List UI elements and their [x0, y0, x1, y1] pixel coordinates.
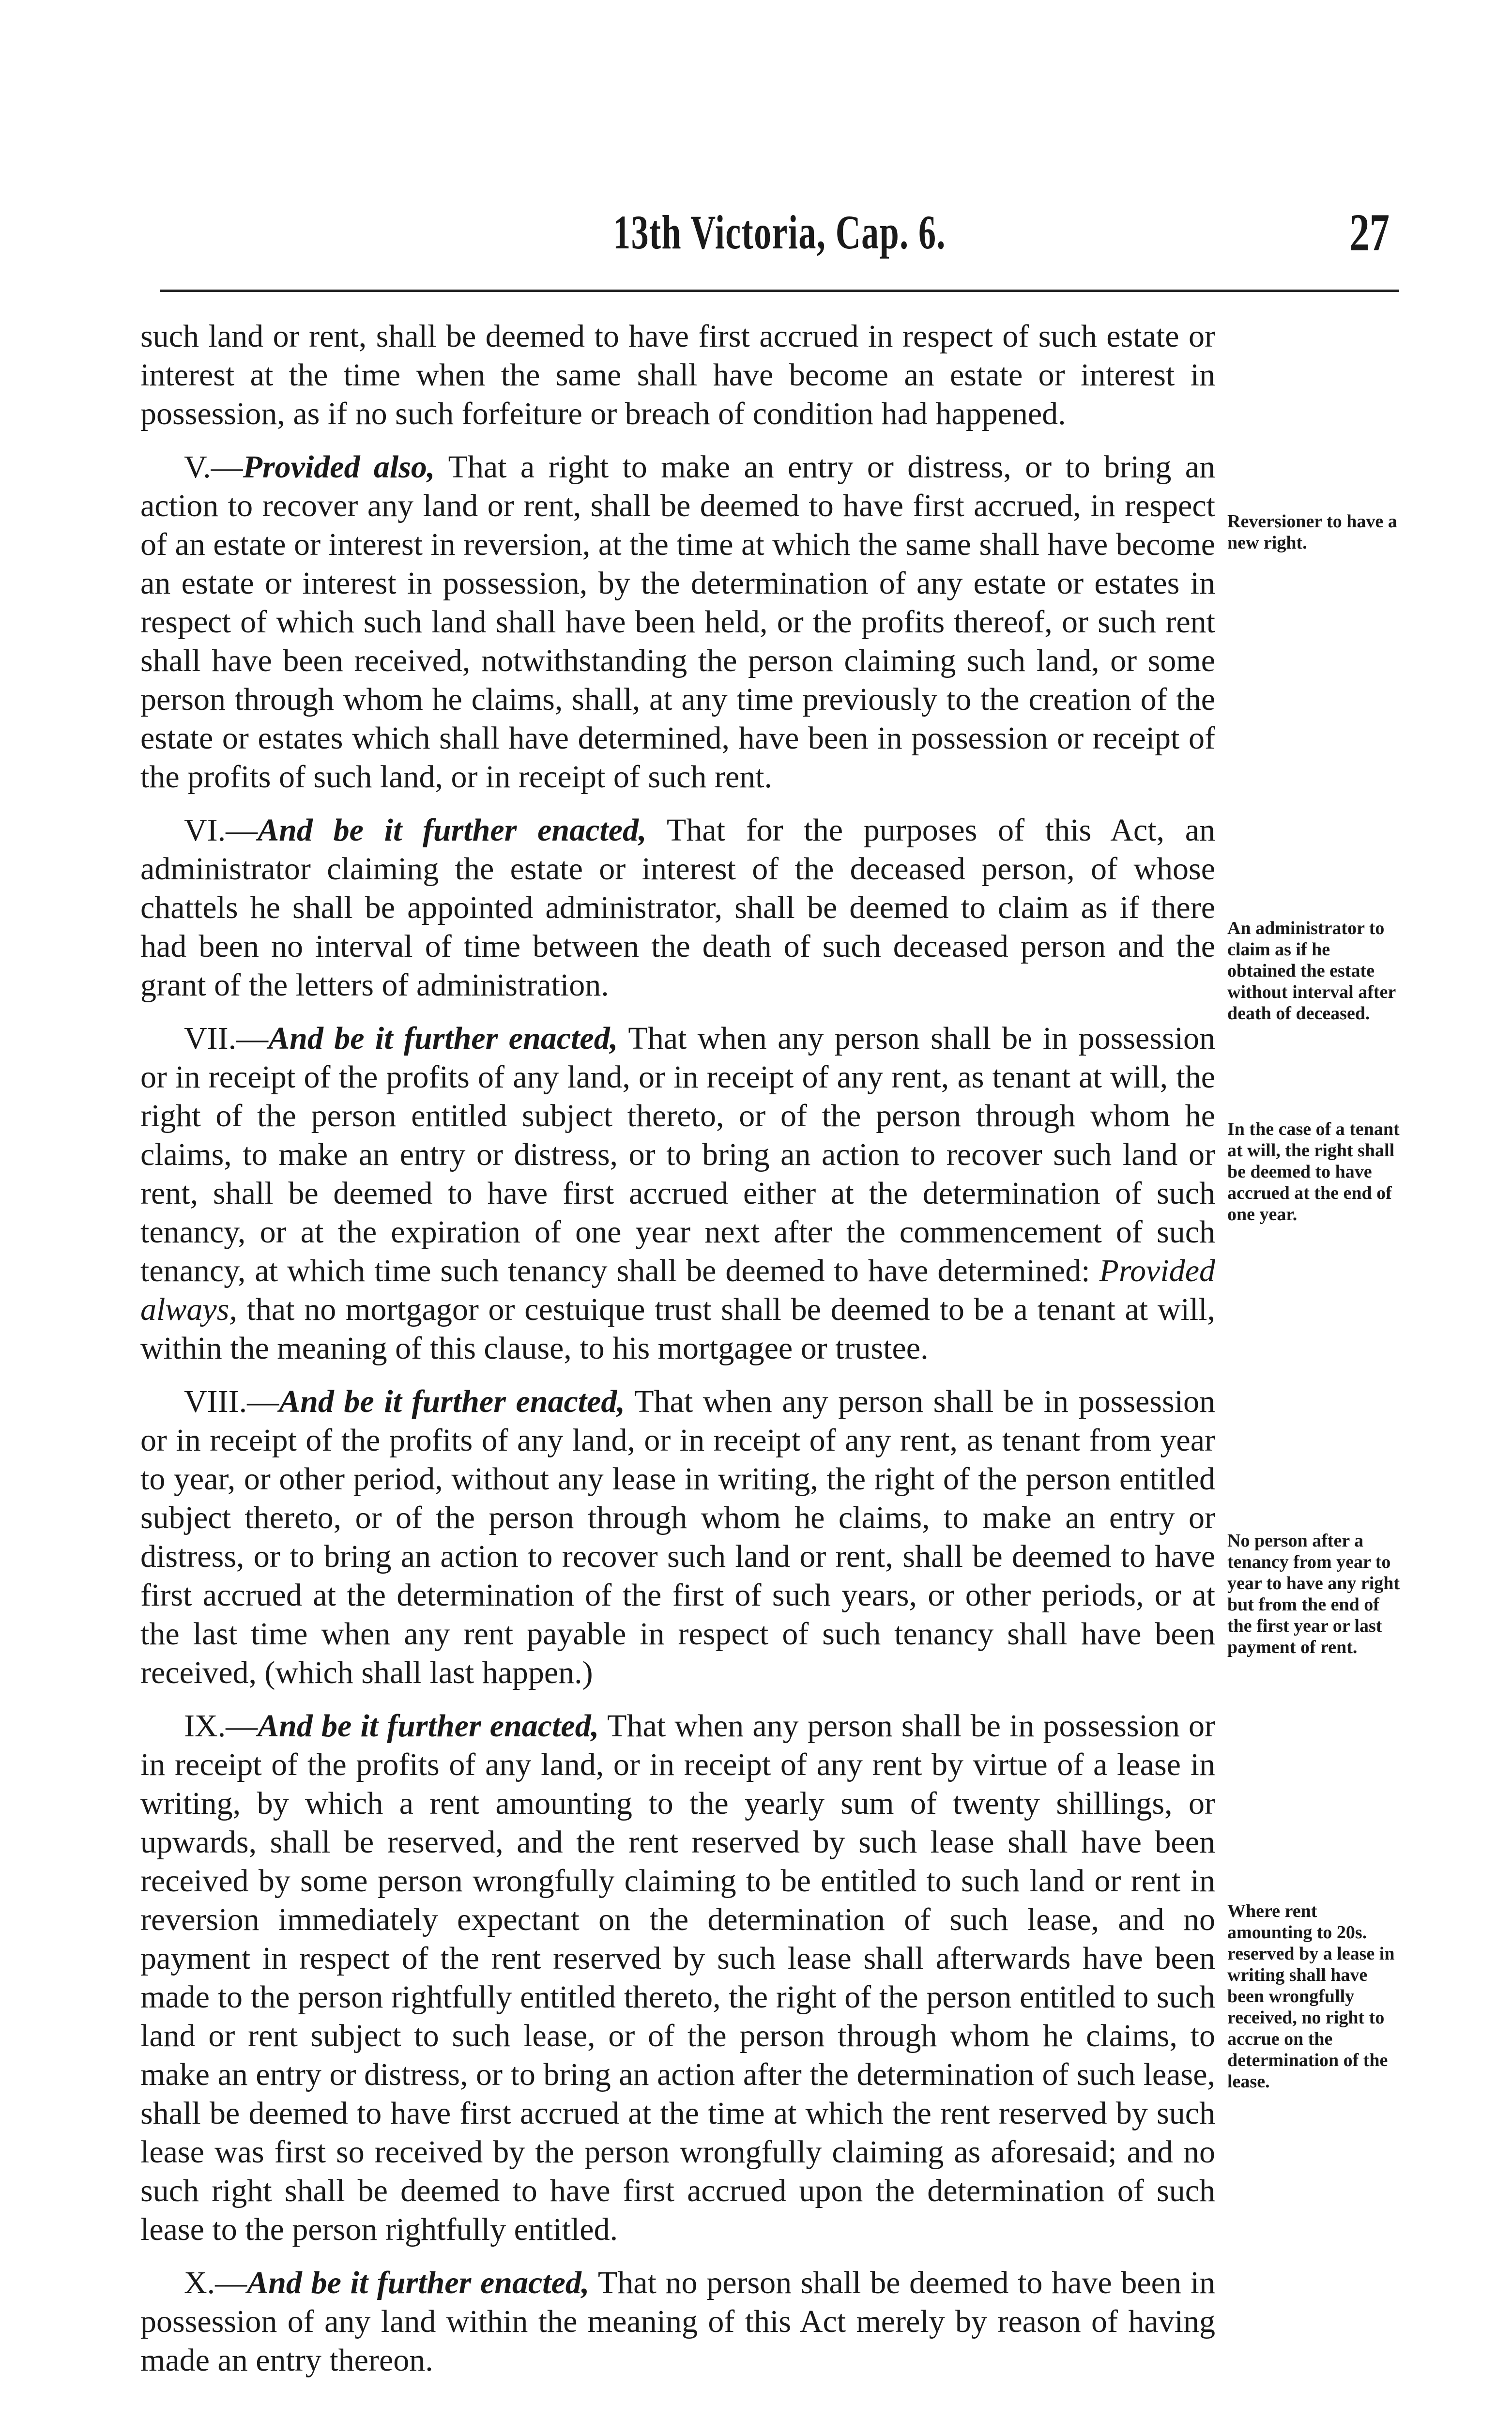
section-v — [140, 448, 1215, 797]
body-text — [140, 317, 1215, 2394]
section-number: VI.— — [184, 812, 258, 848]
section-lead: And be it further enacted, — [279, 1384, 625, 1419]
paragraph-continued — [140, 317, 1215, 433]
section-lead: And be it further enacted, — [258, 812, 647, 848]
marginal-note-vi: An administrator to claim as if he obtained the estate without interval after death of deceased. — [1227, 918, 1396, 1024]
section-number: VII.— — [184, 1021, 269, 1056]
paragraph-text: That when any person shall be in possession or in receipt of the profits of any land, or in receipt of any rent by virtue of a lease in writing, by which a rent amounting to the yearly sum of twenty shillings, or upwards, shall be reserved, and the rent reserved by such lease shall have been received by some person wrongfully claiming to be entitled to such land or rent in reversion immediately expectant on the determination of such lease, and no payment in respect of the rent reserved by such lease shall afterwards have been made to the person rightfully entitled thereto, the right of the person entitled to such land or rent subject to such lease, or of the person through whom he claims, to make an entry or distress, or to bring an action after the determination of such lease, shall be deemed to have first accrued at the time at which the rent reserved by such lease was first so received by the person wrongfully claiming as aforesaid; and no such right shall be deemed to have first accrued upon the determination of such lease to the person rightfully entitled. — [140, 1708, 1215, 2247]
section-number: X.— — [184, 2265, 247, 2300]
marginal-note-viii: No person after a tenancy from year to year to have any right but from the end of the first year or last payment of rent. — [1227, 1531, 1400, 1657]
paragraph-text: such land or rent, shall be deemed to have first accrued in respect of such estate or interest at the time when the same shall have become an estate or interest in possession, as if no such forfeiture or breach of condition had happened. — [140, 319, 1215, 431]
section-viii — [140, 1382, 1215, 1692]
paragraph-text: That for the purposes of this Act, an administrator claiming the estate or interest of the deceased person, of whose chattels he shall be appointed administrator, shall be deemed to claim as if there had been no interval of time between the death of such deceased person and the grant of the letters of administration. — [140, 812, 1215, 1003]
header-rule — [160, 290, 1399, 292]
marginal-note-vii: In the case of a tenant at will, the right shall be deemed to have accrued at the end of one year. — [1227, 1119, 1400, 1225]
section-vii — [140, 1019, 1215, 1368]
page-header — [160, 194, 1399, 281]
section-lead: And be it further enacted, — [258, 1708, 599, 1744]
running-title: 13th Victoria, Cap. 6. — [613, 205, 946, 259]
section-ix — [140, 1707, 1215, 2249]
section-number: V.— — [184, 449, 243, 485]
section-lead: And be it further enacted, — [247, 2265, 590, 2300]
paragraph-text: That when any person shall be in possession or in receipt of the profits of any land, or in receipt of any rent, as tenant at will, the right of the person entitled subject thereto, or of the person through whom he claims, to make an entry or distress, or to bring an action to recover such land or rent, shall be deemed to have first accrued either at the determination of such tenancy, or at the expiration of one year next after the commencement of such tenancy, at which time such tenancy shall be deemed to have determined: — [140, 1021, 1215, 1288]
section-number: IX.— — [184, 1708, 258, 1744]
section-lead: And be it further enacted, — [268, 1021, 618, 1056]
paragraph-text: That when any person shall be in possession or in receipt of the profits of any land, or in receipt of any rent, as tenant from year to year, or other period, without any lease in writing, the right of the person entitled subject thereto, or of the person through whom he claims, to make an entry or distress, or to bring an action to recover such land or rent, shall be deemed to have first accrued at the determination of the first of such years, or other periods, or at the last time when any rent payable in respect of such tenancy shall have been received, (which shall last happen.) — [140, 1384, 1215, 1690]
paragraph-text: That a right to make an entry or distress, or to bring an action to recover any land or rent, shall be deemed to have first accrued, in respect of an estate or interest in reversion, at the time at which the same shall have become an estate or interest in possession, by the determination of any estate or estates in respect of which such land shall have been held, or the profits thereof, or such rent shall have been received, notwithstanding the person claiming such land, or some person through whom he claims, shall, at any time previously to the creation of the estate or estates which shall have determined, have been in possession or receipt of the profits of such land, or in receipt of such rent. — [140, 449, 1215, 795]
marginal-note-v: Reversioner to have a new right. — [1227, 511, 1397, 553]
proviso-italic: Provided always, — [140, 1253, 1215, 1327]
section-number: VIII.— — [184, 1384, 279, 1419]
paragraph-tail: that no mortgagor or cestuique trust shall be deemed to be a tenant at will, within the meaning of this clause, to his mortgagee or trustee. — [140, 1292, 1215, 1366]
page-number: 27 — [1349, 203, 1390, 262]
marginal-note-ix: Where rent amounting to 20s. reserved by a lease in writing shall have been wrongfully received, no right to accrue on the determination of the lease. — [1227, 1901, 1395, 2092]
section-x — [140, 2264, 1215, 2380]
section-vi — [140, 811, 1215, 1005]
paragraph-text: That no person shall be deemed to have been in possession of any land within the meaning of this Act merely by reason of having made an entry thereon. — [140, 2265, 1215, 2378]
section-lead: Provided also, — [243, 449, 435, 485]
